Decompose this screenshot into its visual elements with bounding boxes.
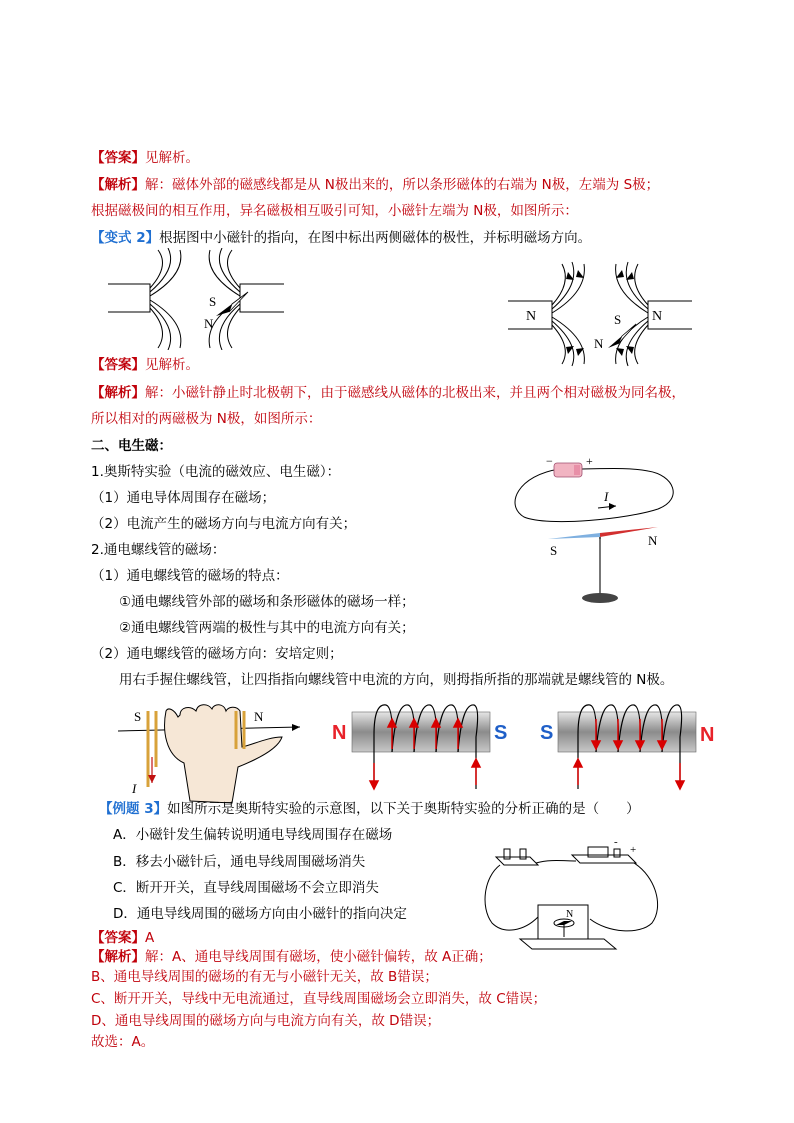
figure-right-hand-rule <box>118 697 306 809</box>
needle-s-label-2: S <box>614 312 622 327</box>
answer-line <box>91 355 199 375</box>
analysis-text: 解：磁体外部的磁感线都是从 N极出来的，所以条形磁体的右端为 N极，左端为 S极； <box>145 177 660 193</box>
solenoid1-left-pole: N <box>332 722 347 744</box>
paragraph: （2）电流产生的磁场方向与电流方向有关； <box>91 516 357 532</box>
answer-text: A <box>145 930 155 946</box>
option-a: A．小磁针发生偏转说明通电导线周围存在磁场 <box>113 827 393 843</box>
right-magnet-right-pole: N <box>652 309 663 324</box>
needle-n-label: N <box>566 909 574 920</box>
option-b: B．移去小磁针后，通电导线周围磁场消失 <box>113 854 366 870</box>
analysis-line <box>91 947 492 967</box>
needle-s-label: S <box>209 294 217 309</box>
battery-minus: - <box>614 837 618 848</box>
answer-line <box>91 148 199 168</box>
analysis-text: 解：A、通电导线周围有磁场，使小磁针偏转，故 A正确； <box>145 949 492 965</box>
battery-plus: + <box>586 455 593 468</box>
answer-text: 见解析。 <box>145 150 199 166</box>
analysis-tag: 【解析】 <box>91 385 145 401</box>
paragraph: （2）通电螺线管的磁场方向：安培定则； <box>91 646 343 662</box>
variant-tag: 【变式 2】 <box>91 230 160 246</box>
analysis-line-4: D、通电导线周围的磁场方向与电流方向有关，故 D错误； <box>91 1013 441 1029</box>
solenoid1-right-pole: S <box>494 722 508 744</box>
answer-tag: 【答案】 <box>91 150 145 166</box>
figure-oersted-setup <box>480 837 666 955</box>
paragraph: 2.通电螺线管的磁场： <box>91 542 226 558</box>
analysis-line-2: 所以相对的两磁极为 N极，如图所示： <box>91 411 322 427</box>
paragraph: ①通电螺线管外部的磁场和条形磁体的磁场一样； <box>119 594 415 610</box>
example-tag: 【例题 3】 <box>99 801 168 817</box>
hand-current-label: I <box>132 781 137 796</box>
paragraph: 1.奥斯特实验（电流的磁效应、电生磁）： <box>91 464 341 480</box>
analysis-line-2: B、通电导线周围的磁场的有无与小磁针无关，故 B错误； <box>91 969 438 985</box>
solenoid2-right-pole: N <box>700 724 715 746</box>
paragraph: （1）通电螺线管的磁场的特点： <box>91 568 289 584</box>
variant-text: 根据图中小磁针的指向，在图中标出两侧磁体的极性，并标明磁场方向。 <box>159 230 592 246</box>
figure-magnets-answer <box>508 258 692 368</box>
right-magnet-left-pole: N <box>526 309 537 324</box>
analysis-line-3: C、断开开关，导线中无电流通过，直导线周围磁场会立即消失，故 C错误； <box>91 991 547 1007</box>
variant-question <box>91 228 591 248</box>
analysis-line-2: 根据磁极间的相互作用，异名磁极相互吸引可知，小磁针左端为 N极，如图所示： <box>91 203 578 219</box>
battery-plus: + <box>630 844 637 856</box>
option-d: D．通电导线周围的磁场方向由小磁针的指向决定 <box>113 906 407 922</box>
analysis-tag: 【解析】 <box>91 177 145 193</box>
analysis-tag: 【解析】 <box>91 949 145 965</box>
figure-solenoid-1 <box>330 697 520 793</box>
needle-n-label: N <box>648 533 658 548</box>
figure-magnets-question <box>108 248 284 350</box>
battery-minus: − <box>546 455 553 468</box>
analysis-line <box>91 175 659 195</box>
solenoid2-left-pole: S <box>540 722 554 744</box>
figure-solenoid-2 <box>540 697 726 793</box>
answer-tag: 【答案】 <box>91 930 145 946</box>
section-heading: 二、电生磁： <box>91 438 172 454</box>
hand-n-label: N <box>254 709 264 724</box>
paragraph: 用右手握住螺线管，让四指指向螺线管中电流的方向，则拇指所指的那端就是螺线管的 N极。 <box>119 672 674 688</box>
analysis-line-5: 故选：A。 <box>91 1034 155 1050</box>
option-c: C．断开开关，直导线周围磁场不会立即消失 <box>113 880 379 896</box>
paragraph: （1）通电导体周围存在磁场； <box>91 490 276 506</box>
paragraph: ②通电螺线管两端的极性与其中的电流方向有关； <box>119 620 415 636</box>
needle-n-label: N <box>204 316 214 331</box>
example-question <box>99 799 640 819</box>
answer-text: 见解析。 <box>145 357 199 373</box>
current-label: I <box>604 489 609 504</box>
analysis-line <box>91 383 685 403</box>
needle-s-label: S <box>550 543 558 558</box>
figure-oersted <box>508 455 688 607</box>
answer-line <box>91 928 154 948</box>
needle-n-label-2: N <box>594 336 604 351</box>
analysis-text: 解：小磁针静止时北极朝下，由于磁感线从磁体的北极出来，并且两个相对磁极为同名极， <box>145 385 685 401</box>
example-stem: 如图所示是奥斯特实验的示意图，以下关于奥斯特实验的分析正确的是（ ） <box>167 801 640 817</box>
hand-s-label: S <box>134 709 142 724</box>
answer-tag: 【答案】 <box>91 357 145 373</box>
